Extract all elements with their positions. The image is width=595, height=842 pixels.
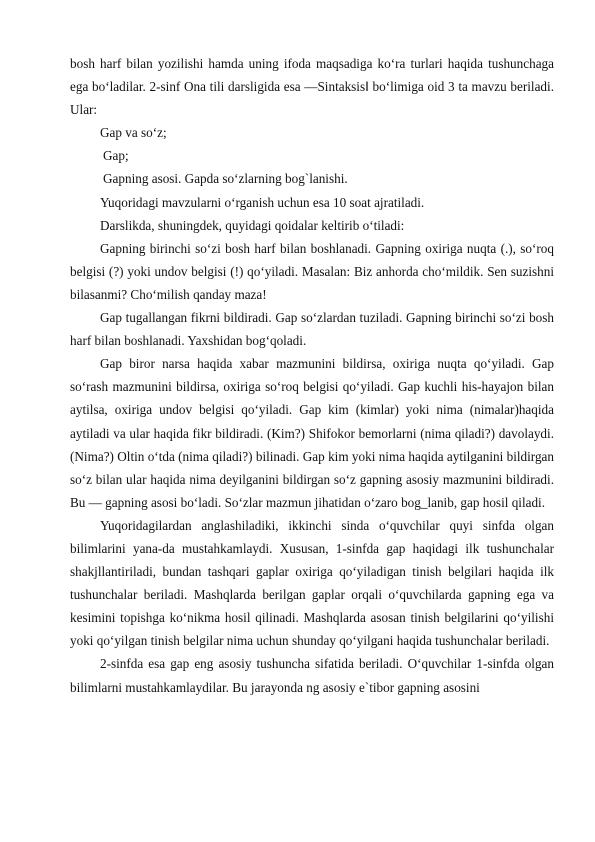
paragraph-rule-punctuation: Gap biror narsa haqida xabar mazmunini bildirsa, oxiriga nuqta qo‘yiladi. Gap so‘rash mazmunini bildirsa, oxiriga so‘roq belgisi qo‘yiladi. Gap kuchli his-hayajon bilan aytilsa, oxiriga undov belgisi qo‘yiladi. Gap kim (kimlar) yoki nima (nimalar)haqida aytiladi va ular haqida fikr bildiradi. (Kim?) Shifokor bemorlarni (nima qiladi?) davolaydi. (Nima?) Oltin o‘tda (nima qiladi?) bilinadi. Gap kim yoki nima haqida aytilganini bildirgan so‘z bilan ular haqida nima deyilganini bildirgan so‘z gapning asosiy mazmunini bildiradi. Bu — gapning asosi bo‘ladi. So‘zlar mazmun jihatidan o‘zaro bog_lanib, gap hosil qiladi. xyxy=(70,356,554,510)
list-item-gap-va-soz: Gap va so‘z; xyxy=(100,125,167,141)
list-item-gap: Gap; xyxy=(103,148,129,164)
paragraph-intro: bosh harf bilan yozilishi hamda uning ifoda maqsadiga ko‘ra turlari haqida tushunchaga ega bo‘ladilar. 2-sinf Ona tili darsligida esa ―Sintaksis‖ bo‘limiga oid 3 ta mavzu beriladi. Ular: xyxy=(70,56,554,118)
list-item-gapning-asosi: Gapning asosi. Gapda so‘zlarning bog`lanishi. xyxy=(103,171,348,187)
paragraph-conclusion: Yuqoridagilardan anglashiladiki, ikkinchi sinda o‘quvchilar quyi sinfda olgan bilimlarini yana-da mustahkamlaydi. Xususan, 1-sinfda gap haqidagi ilk tushunchalar shakjllantiriladi, bundan tashqari gaplar oxiriga qo‘yiladigan tinish belgilari haqida ilk tushunchalar beriladi. Mashqlarda berilgan gaplar orqali o‘quvchilarda gapning ega va kesimini topishga ko‘nikma hosil qilinadi. Mashqlarda asosan tinish belgilarini qo‘yilishi yoki qo‘yilgan tinish belgilar nima uchun shunday qo‘yilgani haqida tushunchalar beriladi. xyxy=(70,517,554,649)
paragraph-grade-two: 2-sinfda esa gap eng asosiy tushuncha sifatida beriladi. O‘quvchilar 1-sinfda olgan bilimlarni mustahkamlaydilar. Bu jarayonda ng asosiy e`tibor gapning asosini xyxy=(70,656,554,695)
paragraph-hours: Yuqoridagi mavzularni o‘rganish uchun esa 10 soat ajratiladi. xyxy=(100,194,425,210)
document-page xyxy=(70,52,554,699)
paragraph-rules-intro: Darslikda, shuningdek, quyidagi qoidalar keltirib o‘tiladi: xyxy=(100,217,405,233)
paragraph-rule-complete-thought: Gap tugallangan fikrni bildiradi. Gap so‘zlardan tuziladi. Gapning birinchi so‘zi bosh harf bilan boshlanadi. Yaxshidan bog‘qoladi. xyxy=(70,310,554,349)
paragraph-rule-capital-letter: Gapning birinchi so‘zi bosh harf bilan boshlanadi. Gapning oxiriga nuqta (.), so‘roq belgisi (?) yoki undov belgisi (!) qo‘yiladi. Masalan: Biz anhorda cho‘mildik. Sen suzishni bilasanmi? Cho‘milish qanday maza! xyxy=(70,240,554,302)
